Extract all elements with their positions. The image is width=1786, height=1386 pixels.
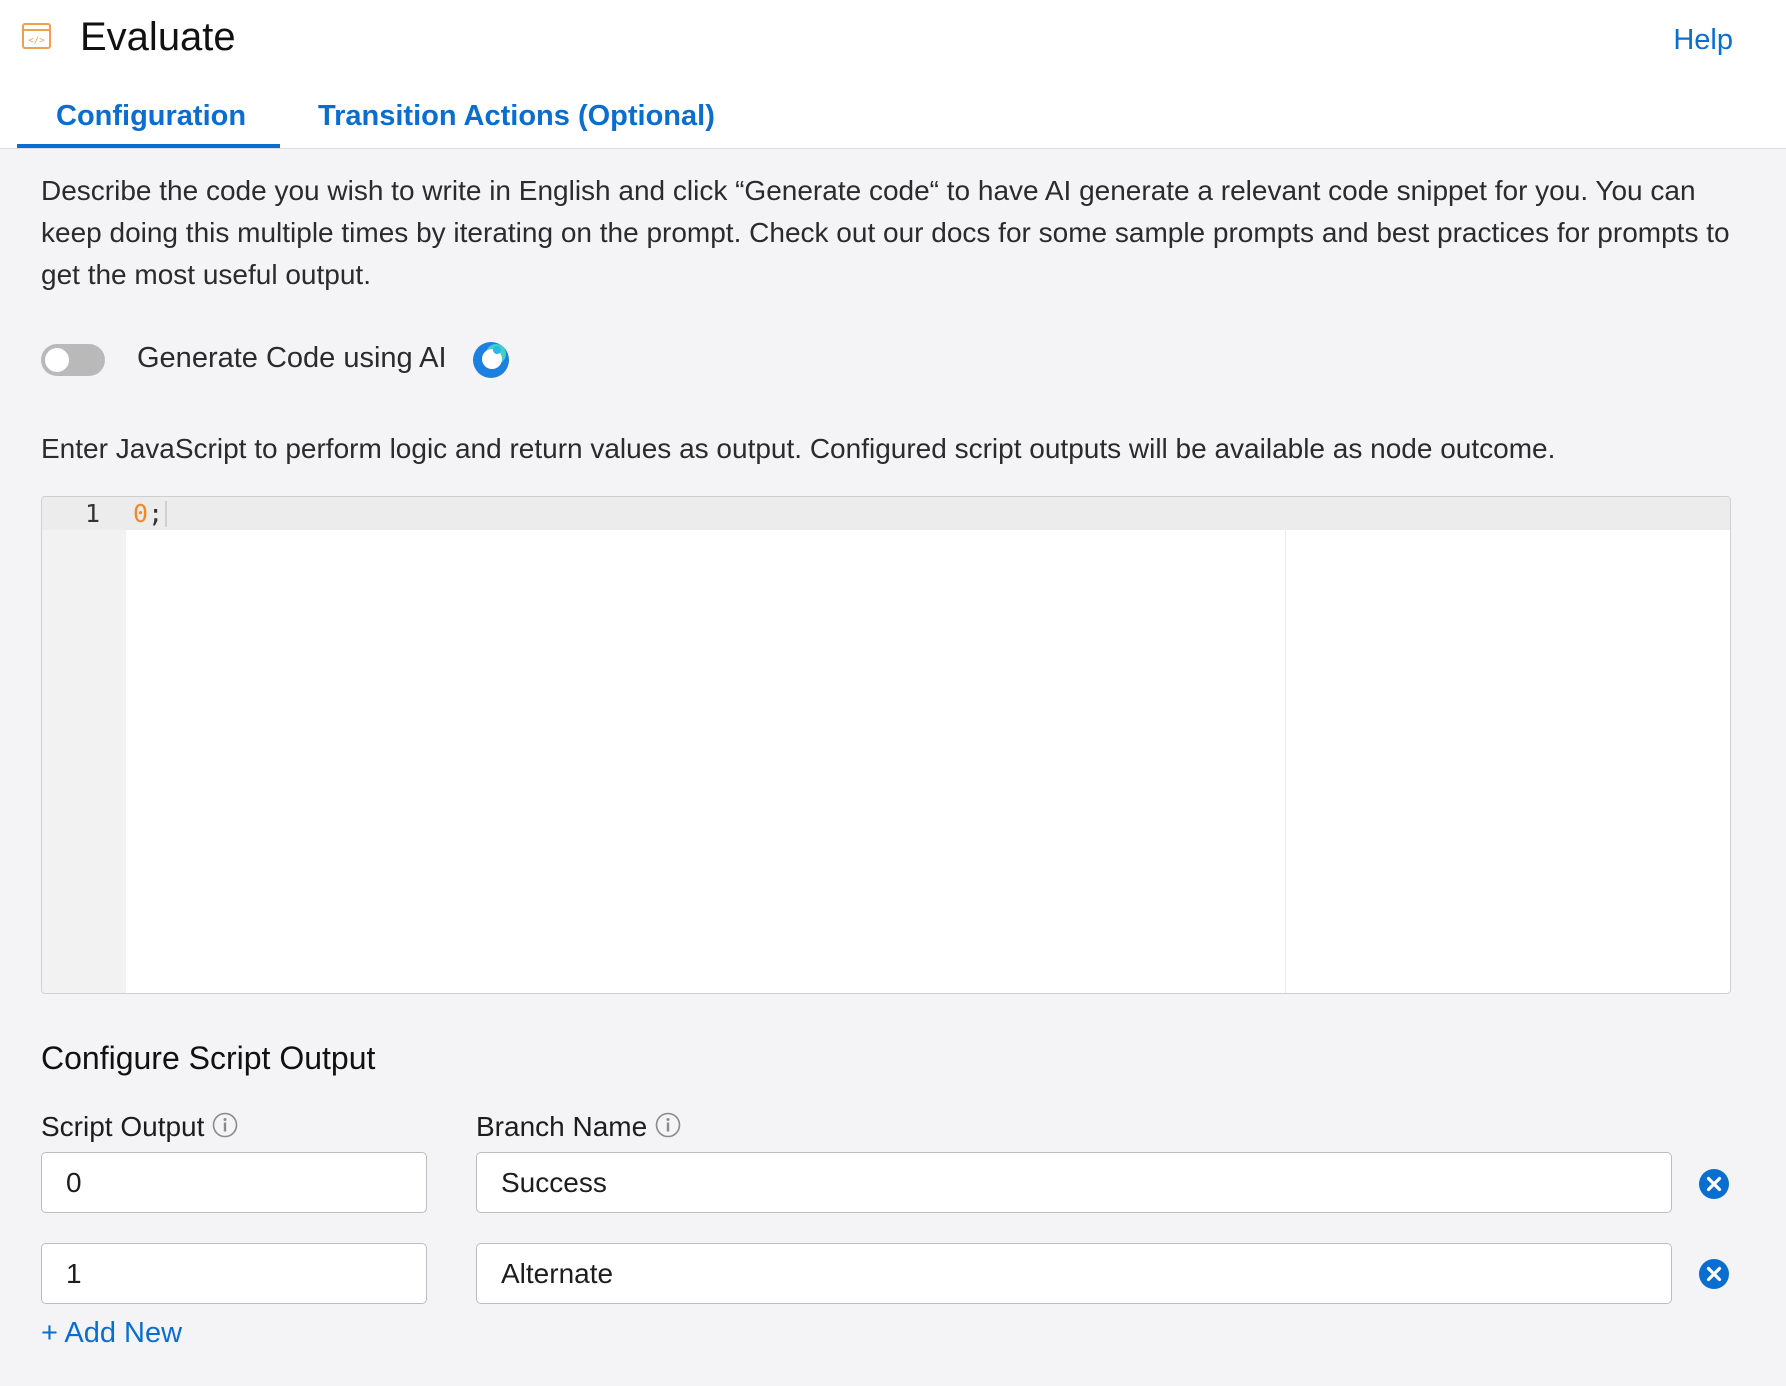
page-title: Evaluate	[80, 15, 236, 59]
code-line[interactable]	[133, 497, 163, 530]
ai-assistant-icon	[470, 336, 516, 382]
text-cursor	[165, 501, 167, 527]
info-icon[interactable]	[212, 1112, 238, 1138]
script-output-label	[41, 1108, 238, 1146]
remove-row-icon[interactable]	[1698, 1258, 1730, 1290]
generate-ai-label: Generate Code using AI	[137, 342, 447, 374]
editor-gutter	[42, 497, 126, 993]
add-new-link[interactable]: + Add New	[41, 1317, 183, 1349]
script-output-input[interactable]	[41, 1243, 427, 1304]
script-output-label-text: Script Output	[41, 1111, 205, 1142]
ai-description: Describe the code you wish to write in English and click “Generate code“ to have AI generate a relevant code snippet for you. You can keep doing this multiple times by iterating on the prompt. Check out our docs for some sample prompts and best practices for prompts to get the most useful output.	[41, 175, 1730, 290]
generate-ai-toggle[interactable]	[41, 344, 105, 376]
remove-row-icon[interactable]	[1698, 1168, 1730, 1200]
code-number-token: 0	[133, 499, 149, 528]
line-number: 1	[84, 499, 100, 528]
branch-name-input[interactable]	[476, 1243, 1672, 1304]
js-description: Enter JavaScript to perform logic and return values as output. Configured script outputs will be available as node outcome.	[41, 433, 1556, 464]
code-punct-token: ;	[148, 499, 164, 528]
tab-transition-actions[interactable]: Transition Actions (Optional)	[318, 100, 715, 132]
branch-name-label-text: Branch Name	[476, 1111, 648, 1142]
header	[0, 0, 1786, 149]
help-link[interactable]: Help	[1673, 24, 1733, 56]
info-icon[interactable]	[655, 1112, 681, 1138]
toggle-knob	[45, 348, 69, 372]
branch-name-label	[476, 1108, 681, 1146]
svg-text:</>: </>	[28, 36, 45, 46]
script-output-input[interactable]	[41, 1152, 427, 1213]
code-editor[interactable]	[41, 496, 1731, 994]
print-margin	[1285, 530, 1286, 994]
section-title: Configure Script Output	[41, 1040, 376, 1076]
tab-configuration[interactable]: Configuration	[17, 96, 280, 148]
active-line-highlight	[42, 497, 1730, 530]
branch-name-input[interactable]	[476, 1152, 1672, 1213]
code-window-icon	[21, 20, 53, 52]
